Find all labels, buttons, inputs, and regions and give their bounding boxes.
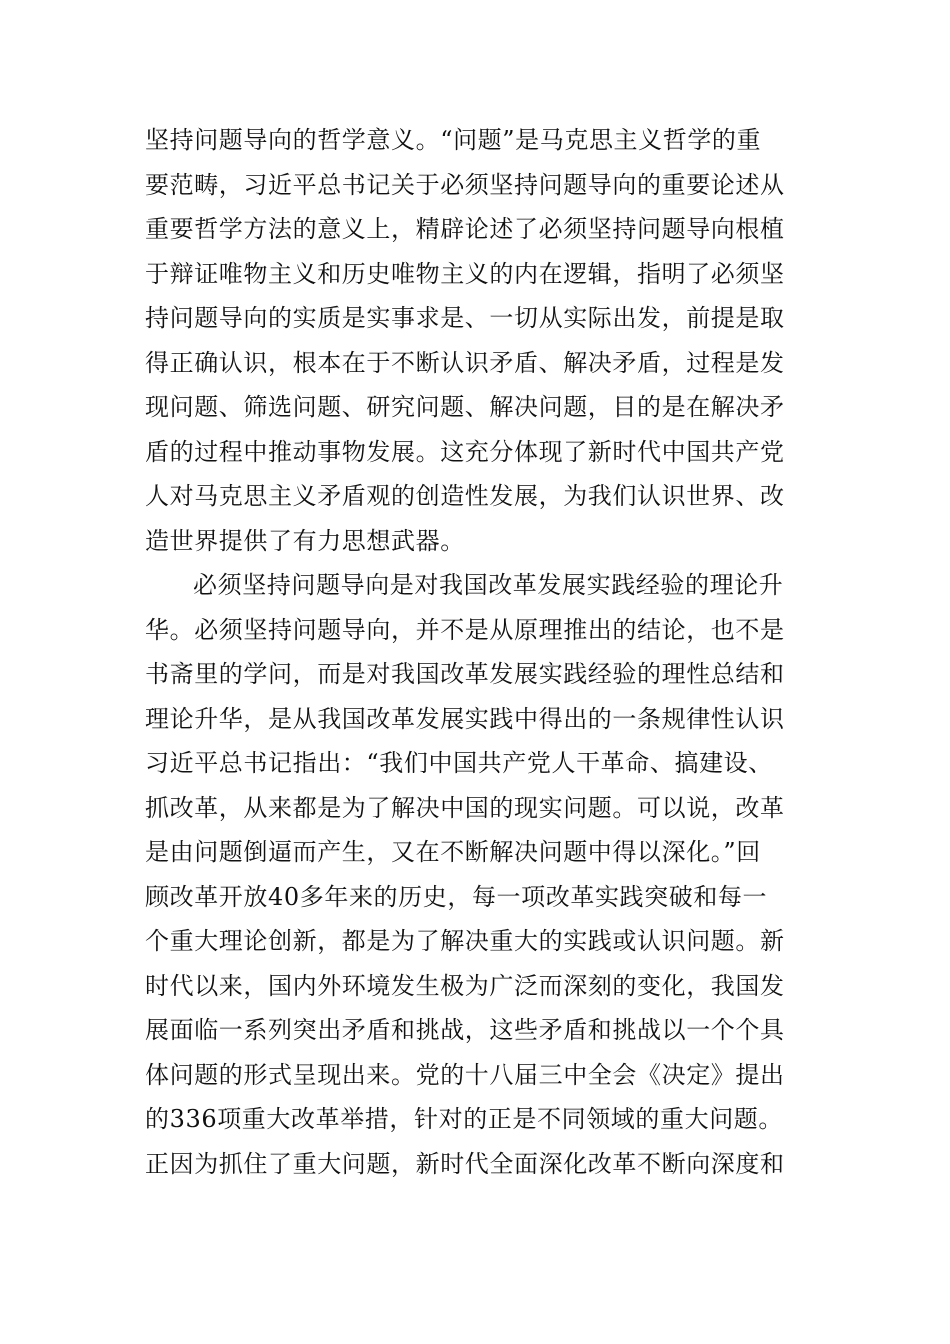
text-line: 正因为抓住了重大问题，新时代全面深化改革不断向深度和 — [145, 1149, 785, 1178]
text-line: 得正确认识，根本在于不断认识矛盾、解决矛盾，过程是发 — [145, 348, 785, 377]
text-line: 书斋里的学问，而是对我国改革发展实践经验的理性总结和 — [145, 660, 785, 688]
text-line: 习近平总书记指出：“我们中国共产党人干革命、搞建设、 — [145, 749, 773, 777]
text-line: 时代以来，国内外环境发生极为广泛而深刻的变化，我国发 — [145, 971, 785, 1000]
text-line: 展面临一系列突出矛盾和挑战，这些矛盾和挑战以一个个具 — [145, 1016, 785, 1044]
text-line: 重要哲学方法的意义上，精辟论述了必须坚持问题导向根植 — [145, 215, 785, 243]
text-line: 理论升华，是从我国改革发展实践中得出的一条规律性认识 — [145, 704, 785, 733]
text-line-indented: 必须坚持问题导向是对我国改革发展实践经验的理论升 — [193, 571, 784, 599]
paragraph-1 — [145, 118, 810, 563]
text-line: 盾的过程中推动事物发展。这充分体现了新时代中国共产党 — [145, 437, 785, 466]
text-line: 要范畴，习近平总书记关于必须坚持问题导向的重要论述从 — [145, 170, 785, 199]
text-line: 体问题的形式呈现出来。党的十八届三中全会《决定》提出 — [145, 1060, 785, 1089]
text-line: 抓改革，从来都是为了解决中国的现实问题。可以说，改革 — [145, 793, 785, 822]
document-body — [145, 118, 810, 1186]
text-line: 人对马克思主义矛盾观的创造性发展，为我们认识世界、改 — [145, 482, 785, 510]
text-line: 现问题、筛选问题、研究问题、解决问题，目的是在解决矛 — [145, 393, 785, 421]
text-line: 的336项重大改革举措，针对的正是不同领域的重大问题。 — [145, 1105, 784, 1133]
text-line: 坚持问题导向的哲学意义。“问题”是马克思主义哲学的重 — [145, 126, 762, 154]
text-line: 于辩证唯物主义和历史唯物主义的内在逻辑，指明了必须坚 — [145, 259, 785, 288]
text-line: 造世界提供了有力思想武器。 — [145, 526, 465, 555]
text-line: 是由问题倒逼而产生，又在不断解决问题中得以深化。”回 — [145, 838, 761, 866]
text-line: 个重大理论创新，都是为了解决重大的实践或认识问题。新 — [145, 927, 785, 955]
text-line: 持问题导向的实质是实事求是、一切从实际出发，前提是取 — [145, 304, 785, 332]
text-line: 顾改革开放40多年来的历史，每一项改革实践突破和每一 — [145, 882, 768, 911]
text-line: 华。必须坚持问题导向，并不是从原理推出的结论，也不是 — [145, 615, 785, 644]
paragraph-2 — [145, 563, 810, 1186]
